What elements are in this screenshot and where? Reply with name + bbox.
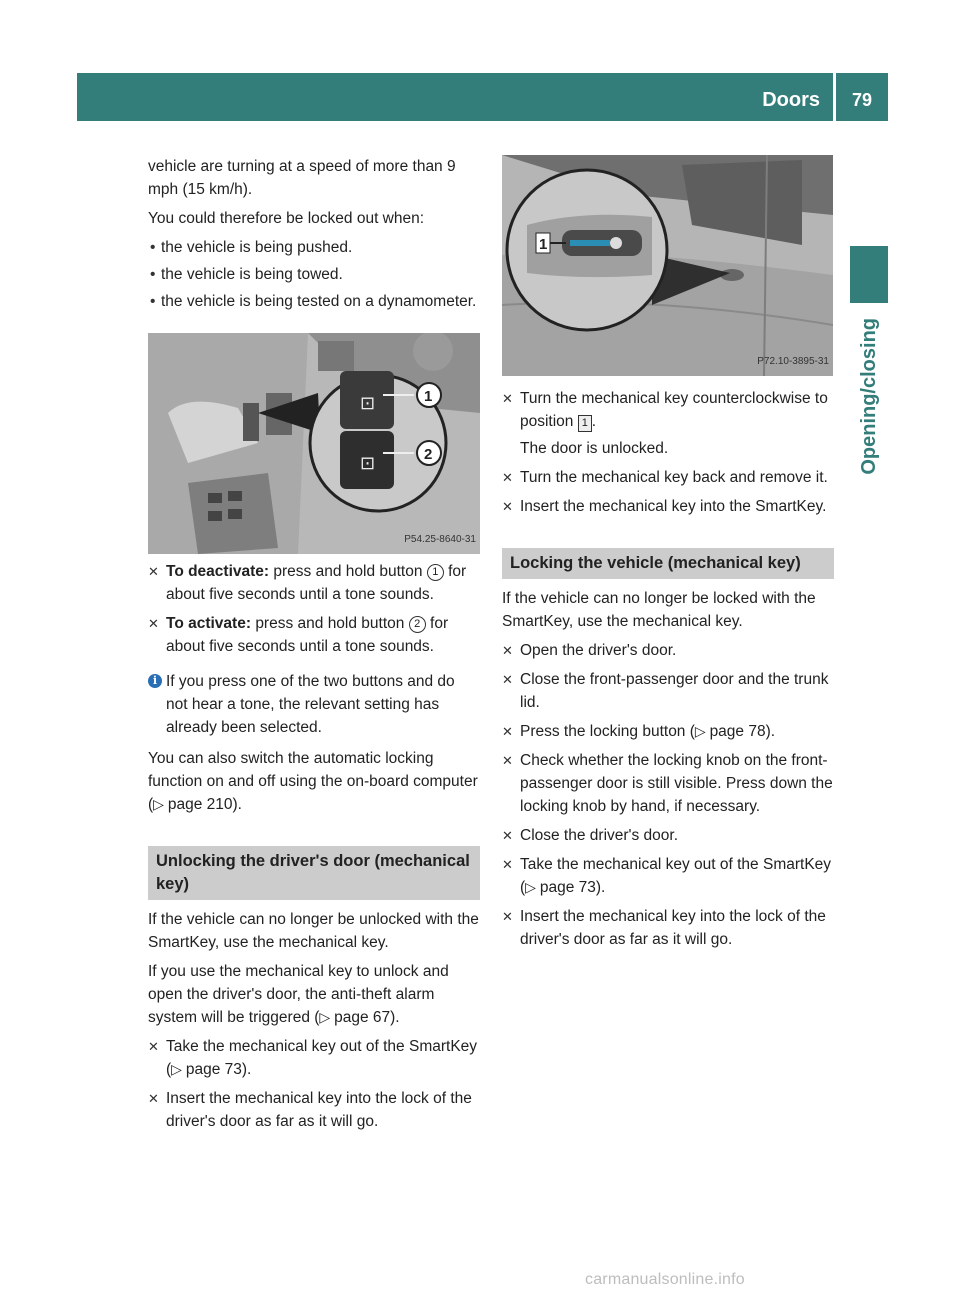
intro-paragraph: vehicle are turning at a speed of more than 9 mph (15 km/h). [148, 158, 456, 198]
step-text: Turn the mechanical key counterclockwise to position [520, 390, 828, 430]
page-reference[interactable]: page 73 [185, 1061, 242, 1078]
step-text: Take the mechanical key out of the SmartKey ( [166, 1038, 478, 1078]
page-reference[interactable]: page 67 [334, 1009, 391, 1026]
button-number-callout: 2 [409, 616, 426, 633]
page-ref-arrow-icon: ▷ [525, 879, 540, 895]
section-heading: Locking the vehicle (mechanical key) [502, 548, 834, 579]
paragraph-text: ). [390, 1009, 400, 1026]
paragraph: If the vehicle can no longer be unlocked with the SmartKey, use the mechanical key. [148, 911, 479, 951]
list-item: • the vehicle is being pushed. [148, 236, 480, 259]
instruction-step [502, 495, 834, 518]
section-heading: Unlocking the driver's door (mechanical key) [148, 846, 480, 900]
step-text: for about five seconds until a tone sounds. [166, 563, 467, 603]
step-marker-icon: ✕ [148, 616, 159, 631]
info-icon: i [148, 674, 162, 688]
chapter-label-text: Opening/closing [858, 318, 880, 475]
step-text: Check whether the locking knob on the front-passenger door is still visible. Press down the locking knob by hand, if necessary. [520, 752, 833, 815]
instruction-step [148, 1087, 480, 1133]
page-ref-arrow-icon: ▷ [171, 1061, 186, 1077]
instruction-step [148, 1035, 480, 1081]
page-reference[interactable]: page 78 [709, 723, 766, 740]
door-panel-figure [148, 333, 480, 554]
svg-text:1: 1 [424, 388, 433, 405]
paragraph-text: If you use the mechanical key to unlock and open the driver's door, the anti-theft alarm system will be triggered ( [148, 963, 449, 1026]
step-result: The door is unlocked. [520, 440, 669, 457]
watermark: carmanualsonline.info [585, 1271, 745, 1288]
door-lock-figure [502, 155, 833, 376]
page-ref-arrow-icon: ▷ [694, 723, 710, 739]
step-marker-icon: ✕ [502, 753, 513, 768]
info-note [148, 670, 480, 739]
door-panel-illustration [148, 333, 480, 554]
figure-code: P72.10-3895-31 [757, 356, 829, 367]
step-text: Turn the mechanical key back and remove it. [520, 469, 828, 486]
instruction-step [502, 853, 834, 899]
svg-text:⊡: ⊡ [360, 393, 376, 414]
position-number-callout: 1 [578, 415, 592, 432]
step-label: To activate: [166, 615, 251, 632]
step-text: Insert the mechanical key into the lock of the driver's door as far as it will go. [520, 908, 826, 948]
step-text: Open the driver's door. [520, 642, 677, 659]
chapter-label [852, 318, 886, 678]
button-number-callout: 1 [427, 564, 444, 581]
instruction-step [148, 560, 480, 606]
list-item: • the vehicle is being towed. [148, 263, 480, 286]
step-marker-icon: ✕ [502, 857, 513, 872]
step-marker-icon: ✕ [502, 724, 513, 739]
step-text: press and hold button [255, 615, 405, 632]
step-marker-icon: ✕ [502, 499, 513, 514]
step-marker-icon: ✕ [502, 828, 513, 843]
instruction-step [502, 668, 834, 714]
instruction-step [502, 387, 834, 460]
chapter-tab [850, 246, 888, 303]
instruction-step [502, 466, 834, 489]
paragraph-text: ). [232, 796, 242, 813]
header-bar [77, 73, 833, 121]
page-reference[interactable]: page 210 [167, 796, 233, 813]
info-note-text: If you press one of the two buttons and do not hear a tone, the relevant setting has already been selected. [166, 673, 455, 736]
step-marker-icon: ✕ [502, 672, 513, 687]
section-title: Doors [762, 89, 820, 111]
door-lock-illustration [502, 155, 833, 376]
paragraph-text: You can also switch the automatic locking function on and off using the on-board computer ( [148, 750, 478, 813]
left-column [148, 155, 480, 317]
page-reference[interactable]: page 73 [539, 879, 596, 896]
figure-position-label: 1 [539, 236, 548, 253]
page-ref-arrow-icon: ▷ [319, 1009, 335, 1025]
list-item: • the vehicle is being tested on a dynamometer. [148, 290, 480, 313]
step-text: Insert the mechanical key into the lock of the driver's door as far as it will go. [166, 1090, 472, 1130]
instruction-step [502, 905, 834, 951]
step-text: Close the front-passenger door and the trunk lid. [520, 671, 829, 711]
svg-text:⊡: ⊡ [360, 453, 376, 474]
step-marker-icon: ✕ [148, 564, 159, 579]
step-marker-icon: ✕ [502, 391, 513, 406]
instruction-step [502, 749, 834, 818]
intro-paragraph: You could therefore be locked out when: [148, 210, 425, 227]
step-marker-icon: ✕ [148, 1091, 159, 1106]
svg-text:2: 2 [424, 446, 433, 463]
step-text: . [591, 413, 597, 430]
step-marker-icon: ✕ [148, 1039, 159, 1054]
left-column-lower [148, 560, 480, 1139]
step-text: press and hold button [273, 563, 423, 580]
onboard-paragraph [148, 747, 480, 816]
page-number: 79 [851, 90, 873, 110]
instruction-step [148, 612, 480, 658]
paragraph: If the vehicle can no longer be locked with the SmartKey, use the mechanical key. [502, 590, 816, 630]
step-text: Take the mechanical key out of the SmartKey ( [520, 856, 832, 896]
step-text: Close the driver's door. [520, 827, 679, 844]
figure-code: P54.25-8640-31 [404, 534, 476, 545]
instruction-step [502, 824, 834, 847]
page-ref-arrow-icon: ▷ [153, 796, 168, 812]
step-marker-icon: ✕ [502, 643, 513, 658]
step-text: ). [765, 723, 776, 740]
step-text: Press the locking button ( [520, 723, 695, 740]
alarm-paragraph [148, 960, 480, 1029]
step-marker-icon: ✕ [502, 470, 513, 485]
step-text: ). [595, 879, 606, 896]
step-label: To deactivate: [166, 563, 270, 580]
step-text: for about five seconds until a tone sounds. [166, 615, 449, 655]
step-text: ). [241, 1061, 252, 1078]
right-column [502, 387, 834, 957]
step-text: Insert the mechanical key into the SmartKey. [520, 498, 827, 515]
instruction-step [502, 639, 834, 662]
instruction-step [502, 720, 834, 743]
step-marker-icon: ✕ [502, 909, 513, 924]
